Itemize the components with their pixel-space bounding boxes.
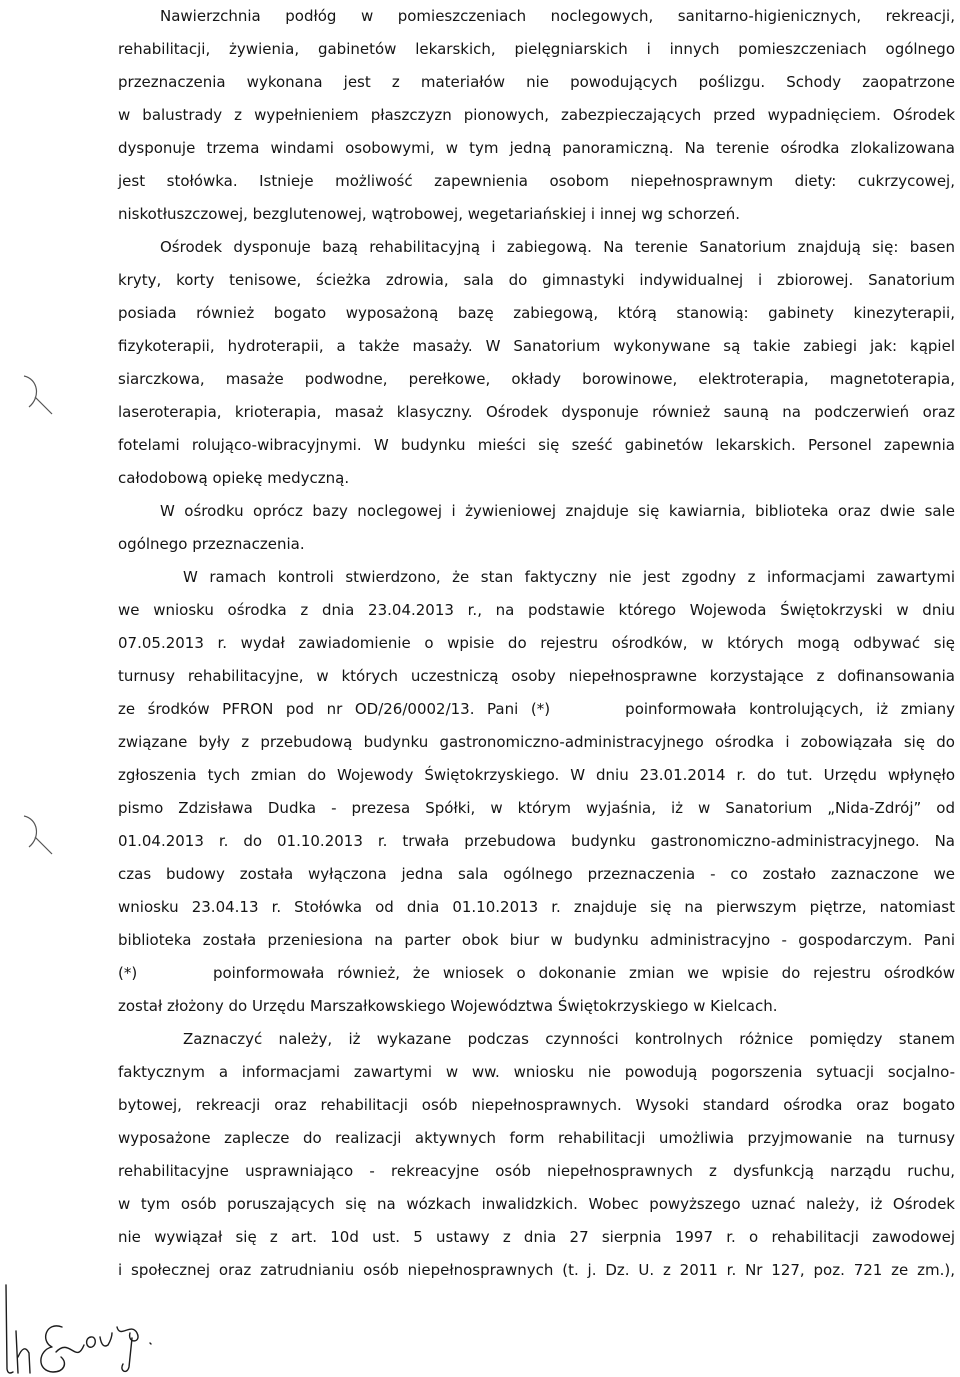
text-segment: fizykoterapii, hydroterapii, a także masaży. W Sanatorium wykonywane są takie zabiegi jak: kąpiel [118, 337, 955, 355]
text-segment: Nawierzchnia podłóg w pomieszczeniach noclegowych, sanitarno-higienicznych, rekreacji, [160, 7, 955, 25]
text-segment: w tym osób poruszających się na wózkach inwalidzkich. Wobec powyższego uznać należy, iż Ośrodek [118, 1195, 955, 1213]
text-segment: fotelami rolująco-wibracyjnymi. W budynku mieści się sześć gabinetów lekarskich. Personel zapewnia [118, 436, 955, 454]
text-line [118, 0, 955, 33]
text-segment: czas budowy została wyłączona jedna sala ogólnego przeznaczenia - co zostało zaznaczone we [118, 865, 955, 883]
paragraph [118, 0, 955, 231]
text-line [118, 1221, 955, 1254]
text-segment: rehabilitacji, żywienia, gabinetów lekarskich, pielęgniarskich i innych pomieszczeniach ogólnego [118, 40, 955, 58]
text-line [118, 33, 955, 66]
text-line [118, 396, 955, 429]
text-segment: pismo Zdzisława Dudka - prezesa Spółki, w którym wyjaśnia, iż w Sanatorium „Nida-Zdrój” od [118, 799, 955, 817]
text-segment: dysponuje trzema windami osobowymi, w tym jedną panoramiczną. Na terenie ośrodka zlokalizowana [118, 139, 955, 157]
text-segment: laseroterapia, krioterapia, masaż klasyczny. Ośrodek dysponuje również sauną na podczerwień oraz [118, 403, 955, 421]
text-line [118, 594, 955, 627]
text-line [118, 627, 955, 660]
text-line [118, 297, 955, 330]
text-line [118, 264, 955, 297]
text-segment: zgłoszenia tych zmian do Wojewody Świętokrzyskiego. W dniu 23.01.2014 r. do tut. Urzędu wpłynęło [118, 766, 955, 784]
document-body [118, 0, 955, 1287]
text-line [118, 429, 955, 462]
text-line [118, 99, 955, 132]
redacted-name-gap [563, 713, 613, 714]
text-line [118, 561, 955, 594]
text-segment: wniosku 23.04.13 r. Stołówka od dnia 01.10.2013 r. znajduje się na pierwszym piętrze, natomiast [118, 898, 955, 916]
text-line [118, 1023, 955, 1056]
paragraph [118, 495, 955, 561]
text-line [118, 990, 955, 1023]
text-line [118, 957, 955, 990]
text-line [118, 726, 955, 759]
punch-hole-mark [8, 370, 60, 420]
text-line [118, 66, 955, 99]
text-line [118, 1056, 955, 1089]
text-segment: W ośrodku oprócz bazy noclegowej i żywieniowej znajduje się kawiarnia, biblioteka oraz dwie sale [160, 502, 955, 520]
text-segment: poinformowała kontrolujących, iż zmiany [625, 700, 955, 718]
paragraph [118, 1023, 955, 1287]
paragraph [118, 561, 955, 1023]
handwritten-signature [0, 1283, 170, 1377]
text-segment: rehabilitacyjne usprawniająco - rekreacyjne osób niepełnosprawnych z dysfunkcją narządu ruchu, [118, 1162, 955, 1180]
text-line [118, 891, 955, 924]
text-line [118, 792, 955, 825]
text-line [118, 1188, 955, 1221]
text-line [118, 132, 955, 165]
text-segment: ze środków PFRON pod nr OD/26/0002/13. Pani (*) [118, 700, 551, 718]
text-segment: Ośrodek dysponuje bazą rehabilitacyjną i zabiegową. Na terenie Sanatorium znajdują się: basen [160, 238, 955, 256]
text-line [118, 462, 955, 495]
text-line [118, 759, 955, 792]
text-segment: 07.05.2013 r. wydał zawiadomienie o wpisie do rejestru ośrodków, w których mogą odbywać się [118, 634, 955, 652]
text-segment: przeznaczenia wykonana jest z materiałów nie powodujących poślizgu. Schody zaopatrzone [118, 73, 955, 91]
text-line [118, 198, 955, 231]
text-line [118, 528, 955, 561]
redacted-name-gap [150, 977, 200, 978]
text-line [118, 1254, 955, 1287]
text-segment: jest stołówka. Istnieje możliwość zapewnienia osobom niepełnosprawnym diety: cukrzycowej, [118, 172, 955, 190]
text-segment: został złożony do Urzędu Marszałkowskiego Województwa Świętokrzyskiego w Kielcach. [118, 997, 778, 1015]
text-segment: wyposażone zaplecze do realizacji aktywnych form rehabilitacji umożliwia przyjmowanie na turnusy [118, 1129, 955, 1147]
text-line [118, 825, 955, 858]
paragraph [118, 231, 955, 495]
text-segment: ogólnego przeznaczenia. [118, 535, 305, 553]
text-line [118, 1089, 955, 1122]
text-line [118, 1122, 955, 1155]
text-segment: turnusy rehabilitacyjne, w których uczestniczą osoby niepełnosprawne korzystające z dofinansowania [118, 667, 955, 685]
text-segment: w balustrady z wypełnieniem płaszczyzn pionowych, zabezpieczających przed wypadnięciem. Ośrodek [118, 106, 955, 124]
text-segment: (*) [118, 964, 138, 982]
text-line [118, 1155, 955, 1188]
text-segment: bytowej, rekreacji oraz rehabilitacji osób niepełnosprawnych. Wysoki standard ośrodka oraz bogato [118, 1096, 955, 1114]
text-segment: 01.04.2013 r. do 01.10.2013 r. trwała przebudowa budynku gastronomiczno-administracyjnego. Na [118, 832, 955, 850]
text-line [118, 231, 955, 264]
text-segment: nie wywiązał się z art. 10d ust. 5 ustawy z dnia 27 sierpnia 1997 r. o rehabilitacji zawodowej [118, 1228, 955, 1246]
text-segment: we wniosku ośrodka z dnia 23.04.2013 r., na podstawie którego Wojewoda Świętokrzyski w dniu [118, 601, 955, 619]
text-segment: całodobową opiekę medyczną. [118, 469, 350, 487]
text-line [118, 495, 955, 528]
text-line [118, 693, 955, 726]
text-line [118, 660, 955, 693]
text-segment: poinformowała również, że wniosek o dokonanie zmian we wpisie do rejestru ośrodków [212, 964, 955, 982]
text-segment: i społecznej oraz zatrudnianiu osób niepełnosprawnych (t. j. Dz. U. z 2011 r. Nr 127, poz. 721 ze zm.), [118, 1261, 955, 1279]
text-segment: W ramach kontroli stwierdzono, że stan faktyczny nie jest zgodny z informacjami zawartymi [183, 568, 955, 586]
text-segment: kryty, korty tenisowe, ścieżka zdrowia, sala do gimnastyki indywidualnej i zbiorowej. Sanatorium [118, 271, 955, 289]
text-segment: siarczkowa, masaże podwodne, perełkowe, okłady borowinowe, elektroterapia, magnetoterapia, [118, 370, 955, 388]
text-segment: niskotłuszczowej, bezglutenowej, wątrobowej, wegetariańskiej i innej wg schorzeń. [118, 205, 741, 223]
text-segment: Zaznaczyć należy, iż wykazane podczas czynności kontrolnych różnice pomiędzy stanem [183, 1030, 955, 1048]
text-segment: biblioteka została przeniesiona na parter obok biur w budynku administracyjno - gospodarczym. Pani [118, 931, 955, 949]
text-line [118, 858, 955, 891]
text-line [118, 165, 955, 198]
text-segment: faktycznym a informacjami zawartymi w ww. wniosku nie powodują pogorszenia sytuacji socjalno- [118, 1063, 955, 1081]
text-line [118, 363, 955, 396]
text-segment: związane były z przebudową budynku gastronomiczno-administracyjnego ośrodka i zobowiązała się do [118, 733, 955, 751]
text-line [118, 330, 955, 363]
text-line [118, 924, 955, 957]
text-segment: posiada również bogato wyposażoną bazę zabiegową, którą stanowią: gabinety kinezyterapii, [118, 304, 955, 322]
punch-hole-mark [8, 810, 60, 860]
